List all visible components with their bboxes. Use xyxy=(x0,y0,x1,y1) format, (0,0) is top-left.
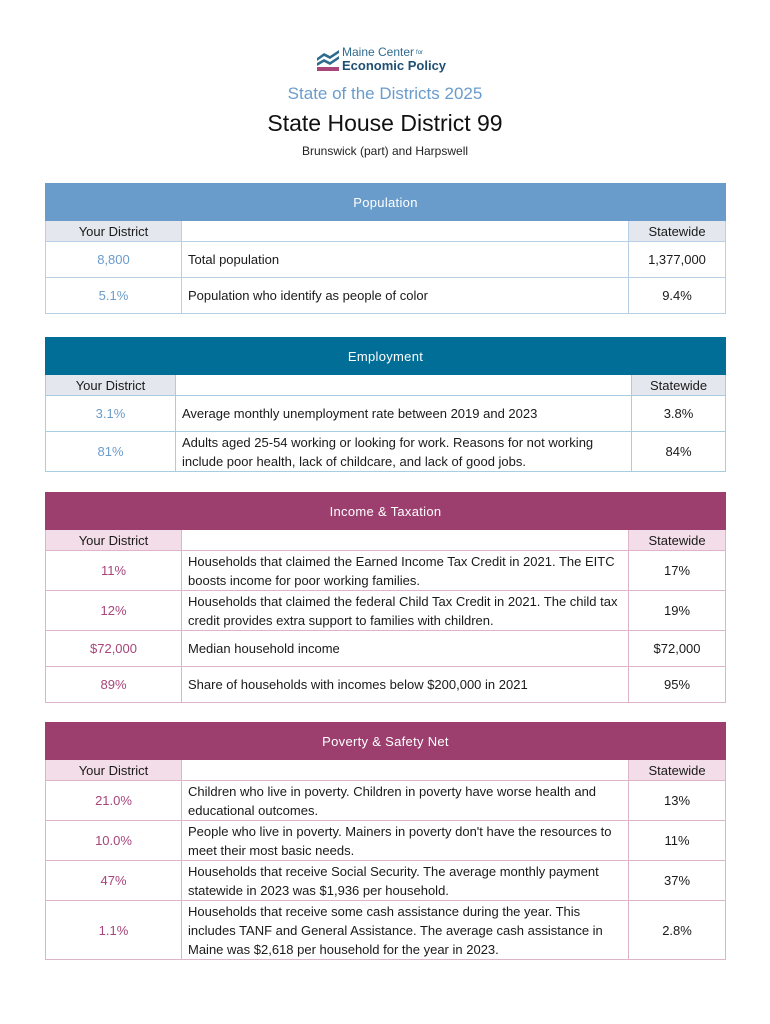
district-value: 3.1% xyxy=(46,396,176,432)
row-label: Median household income xyxy=(182,631,629,667)
statewide-value: 84% xyxy=(632,432,726,472)
col-statewide: Statewide xyxy=(629,760,726,781)
employment-table xyxy=(45,337,726,472)
statewide-value: 37% xyxy=(629,861,726,901)
col-your-district: Your District xyxy=(46,375,176,396)
income-taxation-table xyxy=(45,492,726,703)
logo xyxy=(316,44,456,74)
table-row xyxy=(46,591,726,631)
table-row xyxy=(46,861,726,901)
district-value: 47% xyxy=(46,861,182,901)
report-title: State of the Districts 2025 xyxy=(287,84,483,103)
row-label: Total population xyxy=(182,242,629,278)
district-value: 11% xyxy=(46,551,182,591)
row-label: Children who live in poverty. Children in poverty have worse health and educational outcomes. xyxy=(182,781,629,821)
table-row xyxy=(46,631,726,667)
table-row xyxy=(46,278,726,314)
district-value: 89% xyxy=(46,667,182,703)
row-label: Households that claimed the Earned Income Tax Credit in 2021. The EITC boosts income for poor working families. xyxy=(182,551,629,591)
col-statewide: Statewide xyxy=(632,375,726,396)
statewide-value: 1,377,000 xyxy=(629,242,726,278)
col-description xyxy=(182,530,629,551)
statewide-value: 19% xyxy=(629,591,726,631)
district-title: State House District 99 xyxy=(267,110,503,136)
statewide-value: 2.8% xyxy=(629,901,726,960)
col-your-district: Your District xyxy=(46,760,182,781)
table-row xyxy=(46,781,726,821)
district-value: 5.1% xyxy=(46,278,182,314)
section-header: Employment xyxy=(46,338,726,375)
row-label: Average monthly unemployment rate between 2019 and 2023 xyxy=(176,396,632,432)
row-label: Share of households with incomes below $200,000 in 2021 xyxy=(182,667,629,703)
district-value: 21.0% xyxy=(46,781,182,821)
statewide-value: 3.8% xyxy=(632,396,726,432)
col-description xyxy=(182,221,629,242)
statewide-value: 11% xyxy=(629,821,726,861)
col-description xyxy=(182,760,629,781)
statewide-value: 13% xyxy=(629,781,726,821)
logo-line-1: Maine Center for xyxy=(342,45,424,59)
col-your-district: Your District xyxy=(46,530,182,551)
table-row xyxy=(46,901,726,960)
row-label: People who live in poverty. Mainers in poverty don't have the resources to meet their most basic needs. xyxy=(182,821,629,861)
col-description xyxy=(176,375,632,396)
col-statewide: Statewide xyxy=(629,530,726,551)
district-value: 10.0% xyxy=(46,821,182,861)
table-row xyxy=(46,551,726,591)
statewide-value: $72,000 xyxy=(629,631,726,667)
row-label: Adults aged 25-54 working or looking for work. Reasons for not working include poor health, lack of childcare, and lack of good jobs. xyxy=(176,432,632,472)
table-row xyxy=(46,396,726,432)
district-towns: Brunswick (part) and Harpswell xyxy=(301,144,469,158)
district-value: 81% xyxy=(46,432,176,472)
section-header: Poverty & Safety Net xyxy=(46,723,726,760)
col-statewide: Statewide xyxy=(629,221,726,242)
district-value: $72,000 xyxy=(46,631,182,667)
district-value: 12% xyxy=(46,591,182,631)
col-your-district: Your District xyxy=(46,221,182,242)
row-label: Households that receive some cash assistance during the year. This includes TANF and General Assistance. The average cash assistance in Maine was $2,618 per household for the year in 2023. xyxy=(182,901,629,960)
table-row xyxy=(46,432,726,472)
population-table xyxy=(45,183,726,314)
statewide-value: 95% xyxy=(629,667,726,703)
poverty-safety-net-table xyxy=(45,722,726,960)
row-label: Population who identify as people of color xyxy=(182,278,629,314)
district-value: 8,800 xyxy=(46,242,182,278)
section-header: Population xyxy=(46,184,726,221)
table-row xyxy=(46,242,726,278)
statewide-value: 17% xyxy=(629,551,726,591)
row-label: Households that receive Social Security. The average monthly payment statewide in 2023 was $1,936 per household. xyxy=(182,861,629,901)
logo-line-2: Economic Policy xyxy=(342,58,447,73)
row-label: Households that claimed the federal Child Tax Credit in 2021. The child tax credit provides extra support to families with children. xyxy=(182,591,629,631)
table-row xyxy=(46,667,726,703)
table-row xyxy=(46,821,726,861)
section-header: Income & Taxation xyxy=(46,493,726,530)
statewide-value: 9.4% xyxy=(629,278,726,314)
district-value: 1.1% xyxy=(46,901,182,960)
logo-mark-icon xyxy=(316,48,340,72)
